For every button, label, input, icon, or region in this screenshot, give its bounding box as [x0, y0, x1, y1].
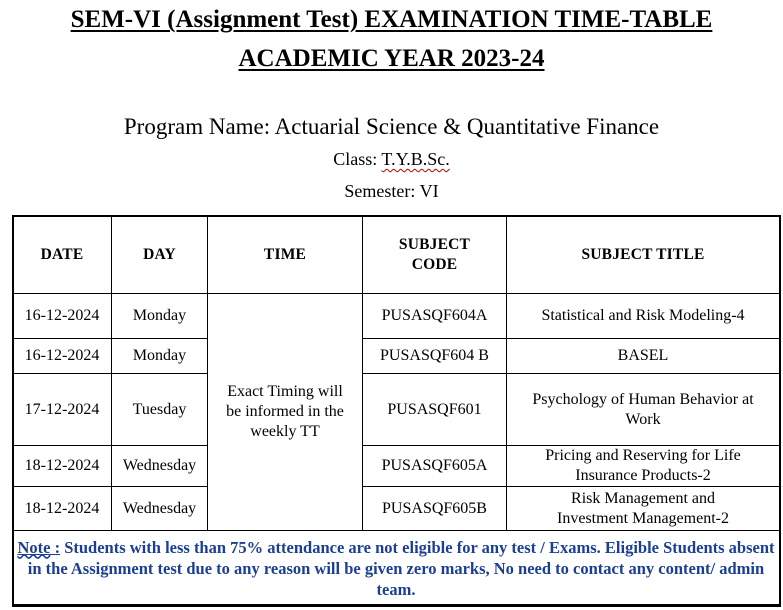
row-date: 17-12-2024 [13, 374, 112, 446]
table-row [13, 294, 780, 339]
column-header-time: TIME [208, 216, 363, 294]
row-day: Wednesday [112, 446, 208, 487]
semester-line: Semester: VI [344, 181, 439, 201]
column-header-subject-title: SUBJECT TITLE [507, 216, 780, 294]
row-date: 18-12-2024 [13, 487, 112, 531]
column-header-day: DAY [112, 216, 208, 294]
row-subject-code: PUSASQF605A [363, 446, 507, 487]
table-row [13, 374, 780, 446]
row-subject-title: BASEL [507, 339, 780, 374]
row-subject-title: Risk Management and Investment Management-2 [507, 487, 780, 531]
table-row [13, 446, 780, 487]
row-date: 16-12-2024 [13, 294, 112, 339]
table-header-row [13, 216, 780, 294]
table-row [13, 487, 780, 531]
academic-year-title: ACADEMIC YEAR 2023-24 [238, 45, 545, 72]
time-cell: Exact Timing will be informed in the weekly TT [208, 294, 363, 531]
column-header-date: DATE [13, 216, 112, 294]
row-subject-code: PUSASQF604 B [363, 339, 507, 374]
row-subject-title: Pricing and Reserving for Life Insurance Products-2 [507, 446, 780, 487]
row-date: 16-12-2024 [13, 339, 112, 374]
column-header-subject-code: SUBJECT CODE [363, 216, 507, 294]
row-day: Monday [112, 294, 208, 339]
row-day: Wednesday [112, 487, 208, 531]
page-title: SEM-VI (Assignment Test) EXAMINATION TIME-TABLE [70, 6, 713, 33]
class-line [0, 148, 783, 170]
row-day: Tuesday [112, 374, 208, 446]
attendance-note [13, 531, 780, 605]
timetable [12, 215, 780, 605]
note-label-colon: : [50, 537, 61, 557]
note-text: Students with less than 75% attendance are not eligible for any test / Exams. Eligible Students absent in the Assignment test due to any reason will be given zero marks, No need to contact any content/ admin team. [27, 537, 775, 599]
row-day: Monday [112, 339, 208, 374]
table-row [13, 339, 780, 374]
row-date: 18-12-2024 [13, 446, 112, 487]
program-name: Program Name: Actuarial Science & Quantitative Finance [123, 114, 660, 139]
row-subject-title: Psychology of Human Behavior at Work [507, 374, 780, 446]
row-subject-code: PUSASQF604A [363, 294, 507, 339]
row-subject-title: Statistical and Risk Modeling-4 [507, 294, 780, 339]
note-row [13, 531, 780, 605]
note-label-word: Note [17, 537, 51, 557]
row-subject-code: PUSASQF605B [363, 487, 507, 531]
note-label [17, 538, 60, 557]
class-value: T.Y.B.Sc. [381, 149, 450, 169]
row-subject-code: PUSASQF601 [363, 374, 507, 446]
class-label: Class: [333, 149, 382, 169]
